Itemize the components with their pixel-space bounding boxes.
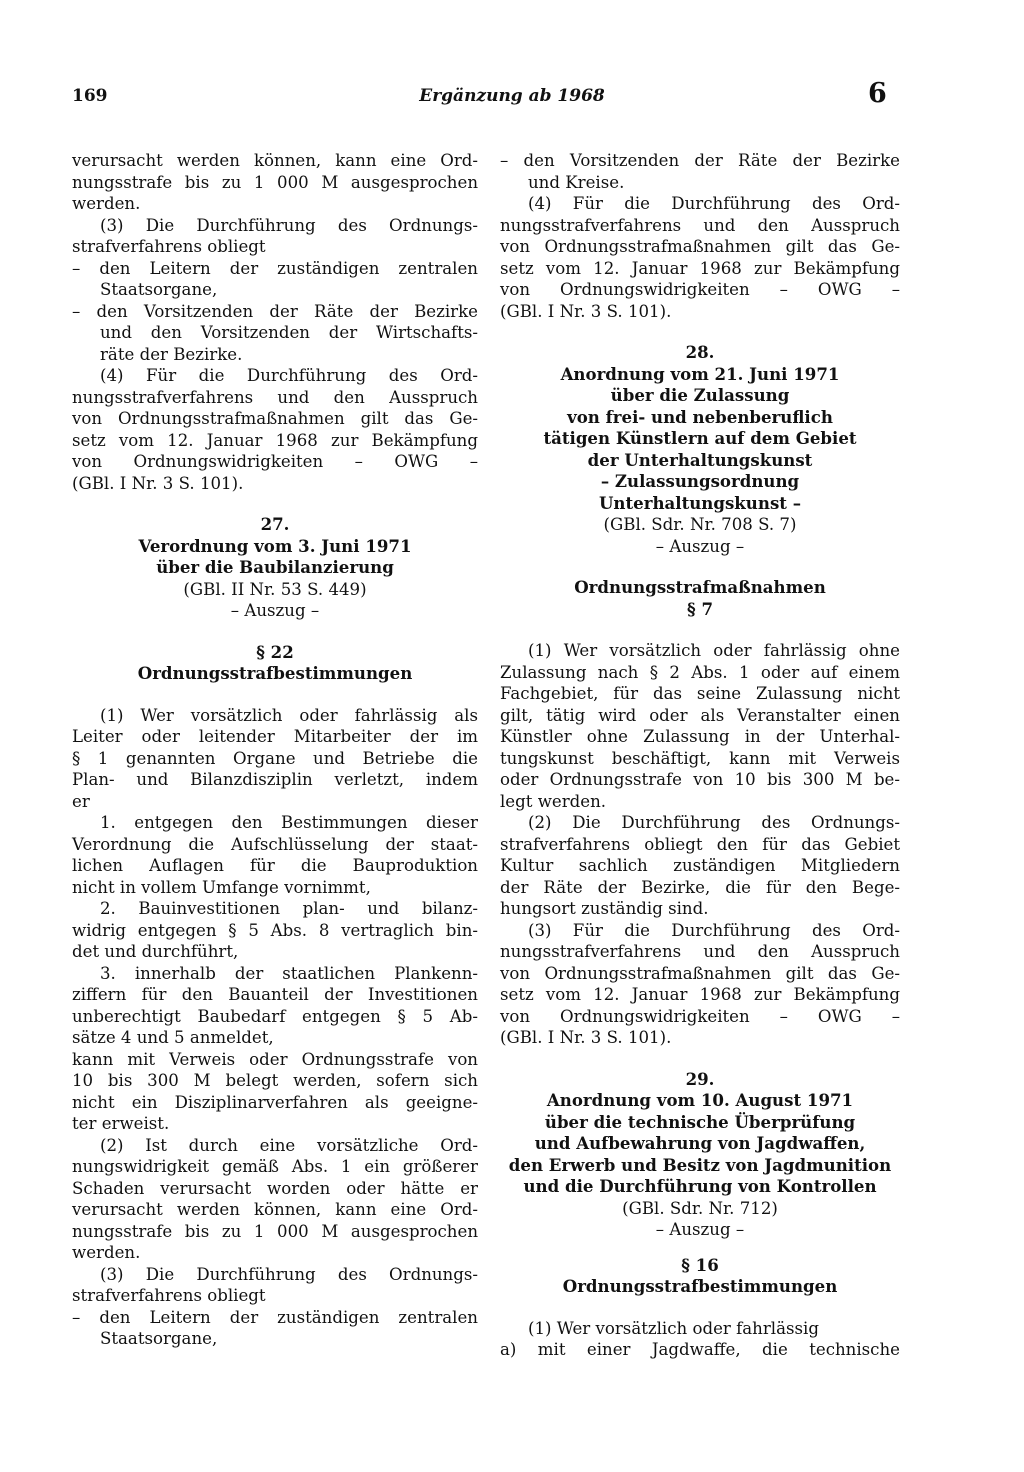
text-line: und den Vorsitzenden der Wirtschafts- [100, 323, 478, 342]
text-line: (3) Die Durchführung des Ordnungs- [100, 215, 478, 235]
text-line: strafverfahrens obliegt den für das Gebiet [500, 834, 900, 854]
text-line: nungsstrafe bis zu 1 000 M ausgesprochen [72, 1221, 478, 1241]
text-line: (2) Ist durch eine vorsätzliche Ord- [100, 1135, 478, 1155]
heading-line: der Unterhaltungskunst [587, 449, 813, 470]
text-line: Leiter oder leitender Mitarbeiter der im [72, 727, 478, 746]
text-line: (1) Wer vorsätzlich oder fahrlässig [528, 1318, 819, 1338]
text-line: Zulassung nach § 2 Abs. 1 oder auf einem [500, 662, 900, 682]
text-line: nicht in vollem Umfange vornimmt, [72, 877, 371, 897]
text-line: setz vom 12. Januar 1968 zur Bekämpfung [72, 430, 478, 450]
text-line: er [72, 791, 90, 811]
text-line: (GBl. I Nr. 3 S. 101). [500, 301, 672, 321]
text-line: Künstler ohne Zulassung in der Unterhal- [500, 727, 900, 746]
text-line: gilt, tätig wird oder als Veranstalter einen [500, 705, 900, 725]
text-line: werden. [72, 194, 141, 213]
spacer [500, 557, 900, 577]
heading-line: § 22 [256, 641, 294, 662]
heading-line: über die Zulassung [610, 385, 790, 405]
heading-line: und Aufbewahrung von Jagdwaffen, [534, 1133, 866, 1153]
left-column [72, 150, 478, 1350]
spacer [72, 622, 478, 642]
text-line: (GBl. I Nr. 3 S. 101). [500, 1028, 672, 1047]
text-line: nungswidrigkeit gemäß Abs. 1 ein größerer [72, 1157, 478, 1176]
text-line: 3. innerhalb der staatlichen Plankenn- [100, 963, 478, 983]
heading-line: (GBl. Sdr. Nr. 712) [622, 1198, 778, 1218]
running-title: Ergänzung ab 1968 [419, 86, 605, 106]
text-line: 1. entgegen den Bestimmungen dieser [100, 813, 478, 832]
text-line: Plan- und Bilanzdisziplin verletzt, indem [72, 770, 478, 789]
text-line: sätze 4 und 5 anmeldet, [72, 1028, 274, 1047]
text-line: setz vom 12. Januar 1968 zur Bekämpfung [500, 258, 900, 278]
heading-line: tätigen Künstlern auf dem Gebiet [543, 428, 857, 448]
text-line: unberechtigt Baubedarf entgegen § 5 Ab- [72, 1006, 478, 1026]
text-line: nicht ein Disziplinarverfahren als geeigne- [72, 1092, 478, 1112]
heading-line: § 7 [686, 598, 713, 619]
text-line: nungsstrafverfahrens und den Ausspruch [72, 387, 478, 407]
text-line: Staatsorgane, [100, 1329, 218, 1348]
text-line: von Ordnungsstrafmaßnahmen gilt das Ge- [500, 963, 900, 983]
heading-line: 28. [685, 342, 715, 362]
text-line: (GBl. I Nr. 3 S. 101). [72, 473, 244, 493]
text-line: ziffern für den Bauanteil der Investitionen [72, 985, 478, 1004]
text-line: widrig entgegen § 5 Abs. 8 vertraglich bin- [72, 920, 478, 940]
text-line: 10 bis 300 M belegt werden, sofern sich [72, 1071, 478, 1090]
text-line: werden. [72, 1243, 141, 1262]
text-line: tungskunst beschäftigt, kann mit Verweis [500, 748, 900, 768]
heading-line: über die technische Überprüfung [544, 1111, 856, 1132]
heading-line: 29. [685, 1068, 715, 1089]
text-line: (2) Die Durchführung des Ordnungs- [528, 813, 900, 832]
text-line: der Räte der Bezirke, die für den Bege- [500, 877, 900, 897]
heading-line: Unterhaltungskunst – [598, 492, 802, 513]
text-line: hungsort zuständig sind. [500, 899, 709, 918]
text-line: von Ordnungswidrigkeiten – OWG – [72, 452, 478, 471]
section-number: 6 [868, 78, 887, 109]
heading-line: 27. [260, 514, 290, 534]
heading-line: Ordnungsstrafbestimmungen [562, 1276, 838, 1296]
heading-line: Verordnung vom 3. Juni 1971 [138, 535, 412, 556]
heading-line: – Auszug – [655, 536, 745, 556]
heading-line: Ordnungsstrafmaßnahmen [574, 577, 826, 597]
text-line: (1) Wer vorsätzlich oder fahrlässig als [100, 705, 478, 725]
heading-line: – Auszug – [655, 1220, 745, 1239]
heading-line: von frei- und nebenberuflich [567, 406, 833, 427]
text-line: § 1 genannten Organe und Betriebe die [72, 748, 478, 768]
spacer [500, 620, 900, 640]
text-line: (3) Für die Durchführung des Ord- [528, 920, 900, 940]
heading-line: Anordnung vom 10. August 1971 [546, 1090, 854, 1110]
text-line: nungsstrafe bis zu 1 000 M ausgesprochen [72, 172, 478, 192]
text-line: – den Leitern der zuständigen zentralen [72, 258, 478, 278]
right-column [500, 150, 900, 1361]
text-line: verursacht werden können, kann eine Ord- [72, 1200, 478, 1219]
text-line: – den Vorsitzenden der Räte der Bezirke [72, 301, 478, 321]
text-line: nungsstrafverfahrens und den Ausspruch [500, 215, 900, 235]
text-line: a) mit einer Jagdwaffe, die technische [500, 1340, 900, 1359]
text-line: legt werden. [500, 791, 607, 811]
text-line: verursacht werden können, kann eine Ord- [72, 151, 478, 170]
heading-line: über die Baubilanzierung [156, 557, 394, 577]
spacer [72, 685, 478, 705]
text-line: – den Leitern der zuständigen zentralen [72, 1307, 478, 1327]
text-line: setz vom 12. Januar 1968 zur Bekämpfung [500, 985, 900, 1004]
text-line: lichen Auflagen für die Bauproduktion [72, 856, 478, 875]
spacer [500, 322, 900, 342]
text-line: strafverfahrens obliegt [72, 1286, 266, 1305]
text-line: von Ordnungswidrigkeiten – OWG – [500, 1006, 900, 1026]
heading-line: den Erwerb und Besitz von Jagdmunition [508, 1154, 892, 1175]
spacer [500, 1298, 900, 1318]
text-line: 2. Bauinvestitionen plan- und bilanz- [100, 899, 478, 918]
text-line: (4) Für die Durchführung des Ord- [528, 194, 900, 213]
spacer [72, 494, 478, 514]
text-line: – den Vorsitzenden der Räte der Bezirke [500, 151, 900, 170]
text-line: Staatsorgane, [100, 280, 218, 299]
heading-line: – Zulassungsordnung [600, 471, 800, 491]
text-line: räte der Bezirke. [100, 344, 243, 364]
heading-line: (GBl. II Nr. 53 S. 449) [183, 579, 367, 599]
heading-line: und die Durchführung von Kontrollen [523, 1176, 877, 1196]
heading-line: § 16 [681, 1254, 719, 1275]
text-line: Fachgebiet, für das seine Zulassung nicht [500, 684, 900, 703]
text-line: strafverfahrens obliegt [72, 237, 266, 256]
text-line: oder Ordnungsstrafe von 10 bis 300 M be- [500, 770, 900, 789]
text-line: det und durchführt, [72, 942, 239, 961]
text-line: Kultur sachlich zuständigen Mitgliedern [500, 856, 900, 875]
heading-line: – Auszug – [230, 601, 320, 620]
text-line: von Ordnungswidrigkeiten – OWG – [500, 280, 900, 299]
text-line: (4) Für die Durchführung des Ord- [100, 366, 478, 385]
text-line: Schaden verursacht worden oder hätte er [72, 1178, 478, 1198]
text-line: von Ordnungsstrafmaßnahmen gilt das Ge- [72, 409, 478, 428]
heading-line: Anordnung vom 21. Juni 1971 [560, 363, 840, 384]
text-line: Verordnung die Aufschlüsselung der staat- [72, 834, 478, 854]
text-line: kann mit Verweis oder Ordnungsstrafe von [72, 1049, 478, 1069]
text-line: (1) Wer vorsätzlich oder fahrlässig ohne [528, 641, 900, 660]
text-line: und Kreise. [528, 172, 625, 192]
text-line: ter erweist. [72, 1114, 170, 1133]
text-line: (3) Die Durchführung des Ordnungs- [100, 1264, 478, 1284]
heading-line: Ordnungsstrafbestimmungen [137, 663, 413, 683]
spacer [500, 1049, 900, 1069]
spacer [500, 1241, 900, 1255]
text-line: von Ordnungsstrafmaßnahmen gilt das Ge- [500, 237, 900, 256]
page-number: 169 [72, 86, 108, 106]
text-line: nungsstrafverfahrens und den Ausspruch [500, 942, 900, 961]
heading-line: (GBl. Sdr. Nr. 708 S. 7) [603, 515, 797, 534]
